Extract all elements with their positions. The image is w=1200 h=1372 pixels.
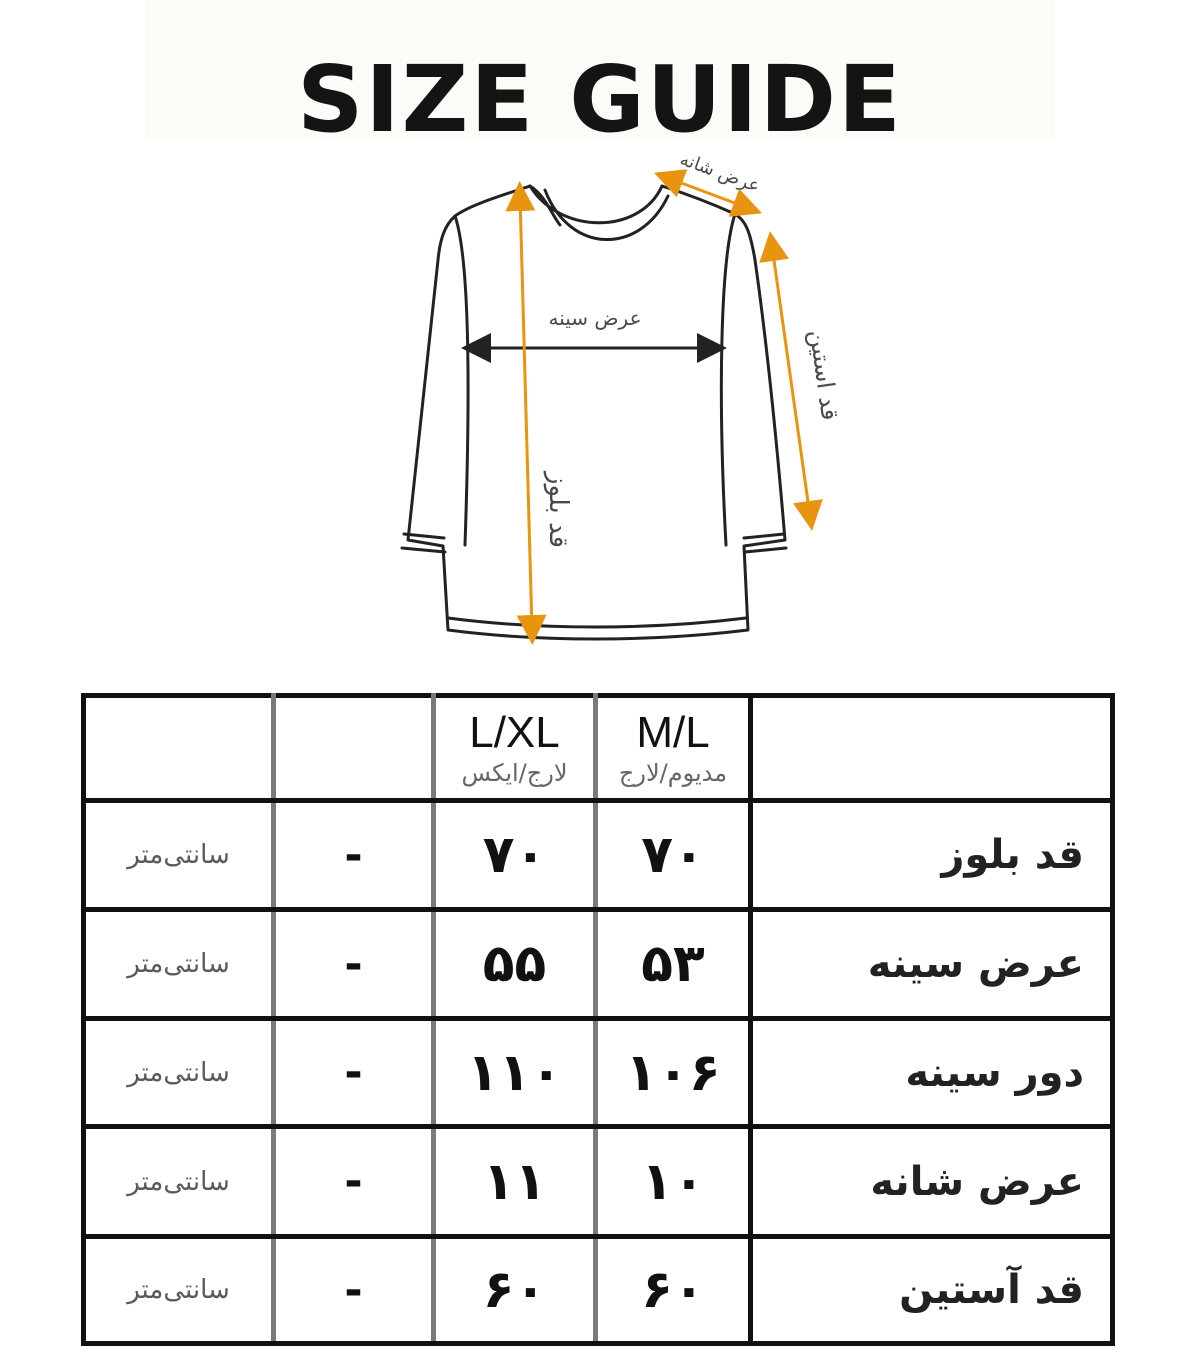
header-cell-unit bbox=[84, 696, 274, 801]
table-row bbox=[84, 1019, 1113, 1127]
extra-cell: - bbox=[274, 1237, 434, 1344]
row-label: دور سینه bbox=[751, 1019, 1113, 1127]
lxl-value: ۶۰ bbox=[434, 1237, 596, 1344]
chest-label: عرض سینه bbox=[548, 306, 642, 330]
extra-cell: - bbox=[274, 1019, 434, 1127]
lxl-value: ۱۱ bbox=[434, 1127, 596, 1237]
extra-cell: - bbox=[274, 801, 434, 910]
lxl-value: ۵۵ bbox=[434, 910, 596, 1019]
lxl-value: ۷۰ bbox=[434, 801, 596, 910]
ml-value: ۱۰۶ bbox=[596, 1019, 751, 1127]
length-arrow bbox=[520, 196, 532, 630]
unit-cell: سانتی‌متر bbox=[84, 1127, 274, 1237]
row-label: عرض شانه bbox=[751, 1127, 1113, 1237]
row-label: قد آستین bbox=[751, 1237, 1113, 1344]
ml-value: ۵۳ bbox=[596, 910, 751, 1019]
garment-diagram bbox=[0, 140, 1200, 660]
header-cell-ml bbox=[596, 696, 751, 801]
size-sub-ml: مدیوم/لارج bbox=[618, 759, 728, 787]
length-label: قد بلوز bbox=[543, 471, 573, 549]
sleeve-label: قد استین bbox=[803, 327, 845, 423]
header-row bbox=[84, 696, 1113, 801]
extra-cell: - bbox=[274, 910, 434, 1019]
table-row bbox=[84, 801, 1113, 910]
sleeve-arrow bbox=[772, 246, 810, 516]
size-code-ml: M/L bbox=[636, 708, 710, 757]
header-cell-extra bbox=[274, 696, 434, 801]
page-title: SIZE GUIDE bbox=[297, 46, 903, 153]
header-cell-lxl bbox=[434, 696, 596, 801]
table-row bbox=[84, 1127, 1113, 1237]
header-cell-label bbox=[751, 696, 1113, 801]
unit-cell: سانتی‌متر bbox=[84, 1237, 274, 1344]
size-sub-lxl: لارج/ایکس bbox=[461, 759, 568, 787]
unit-cell: سانتی‌متر bbox=[84, 910, 274, 1019]
unit-cell: سانتی‌متر bbox=[84, 1019, 274, 1127]
row-label: قد بلوز bbox=[751, 801, 1113, 910]
size-code-lxl: L/XL bbox=[469, 708, 560, 757]
ml-value: ۶۰ bbox=[596, 1237, 751, 1344]
ml-value: ۱۰ bbox=[596, 1127, 751, 1237]
ml-value: ۷۰ bbox=[596, 801, 751, 910]
size-table bbox=[81, 693, 1115, 1346]
table-row bbox=[84, 910, 1113, 1019]
garment-outline bbox=[402, 186, 786, 639]
extra-cell: - bbox=[274, 1127, 434, 1237]
shoulder-label: عرض شانه bbox=[677, 148, 763, 197]
unit-cell: سانتی‌متر bbox=[84, 801, 274, 910]
row-label: عرض سینه bbox=[751, 910, 1113, 1019]
table-row bbox=[84, 1237, 1113, 1344]
lxl-value: ۱۱۰ bbox=[434, 1019, 596, 1127]
